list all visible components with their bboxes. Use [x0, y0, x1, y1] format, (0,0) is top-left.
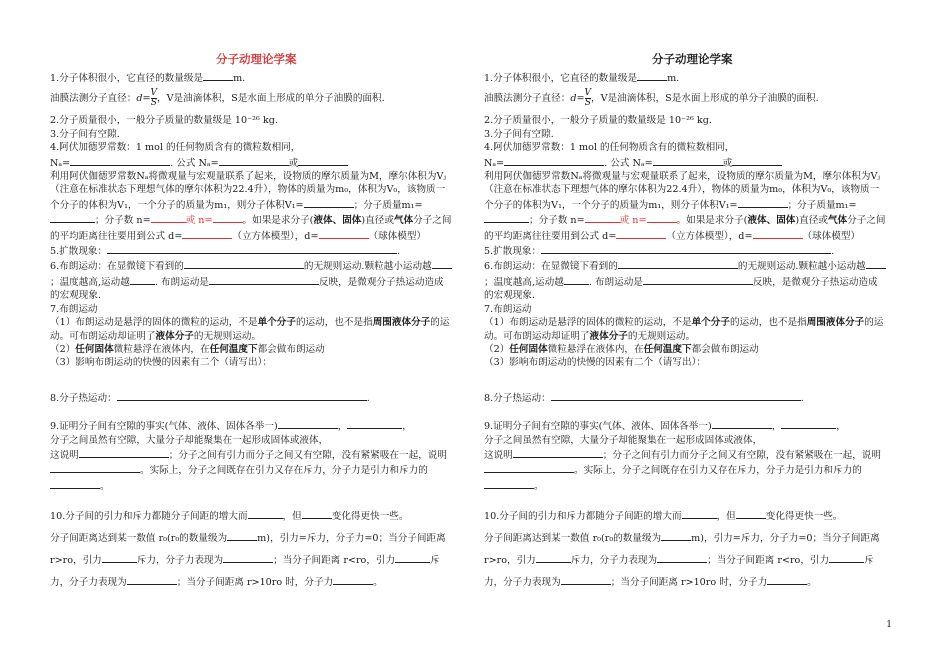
- item-9: 9.证明分子间有空隙的事实(气体、液体、固体各举一) ， ，: [50, 418, 452, 433]
- oil-film-formula: 油膜法测分子直径：d= $\frac{V}{S}$ ，V是油滴体积，S是水面上形成的单分子油膜的面积.: [50, 88, 385, 109]
- item-6: 6.布朗运动：在显微镜下看到的 的无规则运动.颗粒越小运动越；温度越高,运动越 . 布朗运动是 反映，是微观分子热运动造成的宏观现象.: [50, 258, 452, 302]
- item-9-c: 这说明 ；分子之间有引力而分子之间又有空隙，没有紧紧吸在一起，说明。实际上，分子之间既存在引力又存在斥力，分子力是引力和斥力的。: [484, 447, 886, 493]
- fraction-v-over-s: $\frac{V}{S}$: [584, 88, 592, 109]
- worksheet-title-right: 分子动理论学案: [652, 52, 733, 66]
- avogadro-formula: Nₐ= . 公式 Nₐ= 或: [484, 155, 886, 170]
- item-8: 8.分子热运动： .: [484, 390, 886, 405]
- item-7-3: （3）影响布朗运动的快慢的因素有二个（请写出）：: [50, 357, 272, 369]
- item-4: 4.阿伏加德罗常数：1 mol 的任何物质含有的微粒数相同，: [50, 142, 301, 154]
- item-3: 3.分子间有空隙.: [50, 128, 120, 140]
- worksheet-column-left: [50, 70, 452, 594]
- avogadro-usage: 利用阿伏伽德罗常数Nₐ将微观量与宏观量联系了起来，设物质的摩尔质量为M，摩尔体积为Vⱼ（注意在标准状态下理想气体的摩尔体积为22.4升），物体的质量为m₀，体积为V₀，该物质一个分子的体积为V₁，一个分子的质量为m₁，则分子体积V₁= ；分子质量m₁=；分子数 n= 或 n= 。如果是求分子(液体、固体)直径或气体分子之间的平均距离往往要用到公式 d= （立方体模型），d= （球体模型）: [484, 171, 886, 242]
- oil-film-formula: 油膜法测分子直径：d= $\frac{V}{S}$ ，V是油滴体积，S是水面上形成的单分子油膜的面积.: [484, 88, 819, 109]
- item-7: 7.布朗运动: [50, 303, 98, 315]
- page-number: 1: [886, 620, 892, 630]
- item-2: 2.分子质量很小，一般分子质量的数量级是 10⁻²⁶ kg.: [484, 115, 712, 127]
- item-7-3: （3）影响布朗运动的快慢的因素有二个（请写出）：: [484, 357, 706, 369]
- worksheet-column-right: [484, 70, 886, 594]
- item-8: 8.分子热运动： .: [50, 390, 452, 405]
- item-1: 1.分子体积很小，它直径的数量级是 m.: [50, 70, 452, 85]
- avogadro-usage: 利用阿伏伽德罗常数Nₐ将微观量与宏观量联系了起来，设物质的摩尔质量为M，摩尔体积为Vⱼ（注意在标准状态下理想气体的摩尔体积为22.4升），物体的质量为m₀，体积为V₀，该物质一个分子的体积为V₁，一个分子的质量为m₁，则分子体积V₁= ；分子质量m₁=；分子数 n= 或 n= 。如果是求分子(液体、固体)直径或气体分子之间的平均距离往往要用到公式 d= （立方体模型），d= （球体模型）: [50, 171, 452, 242]
- item-10: 10.分子间的引力和斥力都随分子间距的增大而 ，但 变化得更快一些。 分子间距离达到某一数值 r₀(r₀的数量级为 m)，引力=斥力，分子力=0；当分子间距离 r>ro，引力 斥力，分子力表现为 ；当分子间距离 r<ro，引力 斥力，分子力表现为 ；当分子间距离 r>10ro 时，分子力 。: [50, 506, 452, 594]
- item-7: 7.布朗运动: [484, 303, 532, 315]
- item-7-2: （2）任何固体微粒悬浮在液体内，在任何温度下都会做布朗运动: [50, 343, 325, 355]
- item-5: 5.扩散现象： .: [484, 243, 886, 258]
- item-9-b: 分子之间虽然有空隙，大量分子却能聚集在一起形成固体或液体，: [484, 434, 763, 446]
- item-10: 10.分子间的引力和斥力都随分子间距的增大而 ，但 变化得更快一些。 分子间距离达到某一数值 r₀(r₀的数量级为 m)，引力=斥力，分子力=0；当分子间距离 r>ro，引力 斥力，分子力表现为 ；当分子间距离 r<ro，引力 斥力，分子力表现为 ；当分子间距离 r>10ro 时，分子力 。: [484, 506, 886, 594]
- item-6: 6.布朗运动：在显微镜下看到的 的无规则运动.颗粒越小运动越；温度越高,运动越 . 布朗运动是 反映，是微观分子热运动造成的宏观现象.: [484, 258, 886, 302]
- worksheet-title-left: 分子动理论学案: [216, 52, 297, 66]
- item-7-1: （1）布朗运动是悬浮的固体的微粒的运动，不是单个分子的运动，也不是指周围液体分子的运动。可布朗运动却证明了液体分子的无规则运动。: [484, 317, 884, 342]
- item-7-1: （1）布朗运动是悬浮的固体的微粒的运动，不是单个分子的运动，也不是指周围液体分子的运动。可布朗运动却证明了液体分子的无规则运动。: [50, 317, 450, 342]
- avogadro-formula: Nₐ= . 公式 Nₐ= 或: [50, 155, 452, 170]
- item-2: 2.分子质量很小，一般分子质量的数量级是 10⁻²⁶ kg.: [50, 115, 278, 127]
- item-1: 1.分子体积很小，它直径的数量级是 m.: [484, 70, 886, 85]
- item-9: 9.证明分子间有空隙的事实(气体、液体、固体各举一) ， ，: [484, 418, 886, 433]
- item-9-c: 这说明 ；分子之间有引力而分子之间又有空隙，没有紧紧吸在一起，说明。实际上，分子之间既存在引力又存在斥力，分子力是引力和斥力的。: [50, 447, 452, 493]
- item-3: 3.分子间有空隙.: [484, 128, 554, 140]
- item-5: 5.扩散现象： .: [50, 243, 452, 258]
- fraction-v-over-s: $\frac{V}{S}$: [150, 88, 158, 109]
- item-7-2: （2）任何固体微粒悬浮在液体内，在任何温度下都会做布朗运动: [484, 343, 759, 355]
- item-4: 4.阿伏加德罗常数：1 mol 的任何物质含有的微粒数相同，: [484, 142, 735, 154]
- item-9-b: 分子之间虽然有空隙，大量分子却能聚集在一起形成固体或液体，: [50, 434, 329, 446]
